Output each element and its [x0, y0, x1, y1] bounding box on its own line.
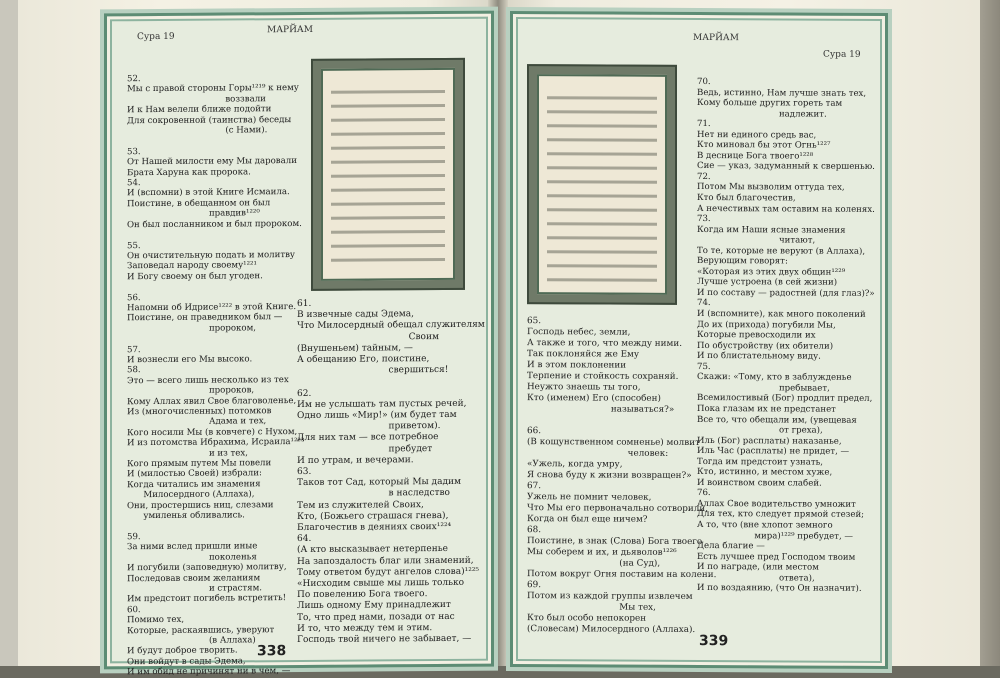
right-sura-label: Сура 19 [823, 49, 861, 60]
left-page-number: 338 [257, 643, 287, 660]
left-page-frame [104, 11, 494, 678]
right-sura-title: МАРЙАМ [693, 32, 739, 44]
left-column-1: 52. Мы с правой стороны Горы¹²¹⁹ к нему воззвали И к Нам велели ближе подойти Для сокровенной (таинства) беседы (с Нами). 53. От Нашей милости ему Мы даровали Брата Харуна как пророка. 54. И (вспомни) в этой Книге Исмаила. Поистине, в обещанном он был правдив¹²²⁰ Он был посланником и был пророком. 55. Он очистительную подать и молитву Заповедал народу своему¹²²¹ И Богу своему он был угоден. 56. Напомни об Идрисе¹²²² в этой Книге. Поистине, он праведником был — пророком, 57. И вознесли его Мы высоко. 58. Это — всего лишь несколько из тех пророков, Кому Аллах явил Свое благоволенье, Из (многочисленных) потомков Адама и тех, Кого носили Мы (в ковчеге) с Нухом, И из потомства Ибрахима, Исраила¹²²³ и из тех, Кого прямым путем Мы повели И (милостью Своей) избрали: Когда читались им знамения Милосердного (Аллаха), Они, простершись ниц, слезами умиленья обливались. 59. За ними вслед пришли иные поколенья И погубили (заповедную) молитву, Последовав своим желаниям и страстям. Им предстоит погибель встретить! 60. Помимо тех, Которые, раскаявшись, уверуют (в Аллаха) И будут доброе творить. Они войдут в сады Эдема, И им обид не причинят ни в чем, — [127, 74, 305, 678]
manuscript-page-left [321, 68, 455, 281]
right-column-1: 65. Господь небес, земли, А также и того, что между ними. Так поклоняйся же Ему И в этом поклонении Терпение и стойкость сохраняй. Неужто знаешь ты того, Кто (именем) Его (способен) называться?» 66. (В кощунственном сомненье) молвит человек: «Ужель, когда умру, Я снова буду к жизни возвращен?» 67. Ужель не помнит человек, Что Мы его первоначально сотворили, Когда он был еще ничем? 68. Поистине, в знак (Слова) Бога твоего Мы соберем и их, и дьяволов¹²²⁶ (на Суд), Потом вокруг Огня поставим на колени. 69. Потом из каждой группы извлечем Мы тех, Кто был особо непокорен (Словесам) Милосердного (Аллаха). [527, 316, 717, 635]
right-page-frame [510, 11, 888, 669]
left-column-2: 61. В извечные сады Эдема, Что Милосердный обещал служителям Своим (Внушеньем) тайным, — А обещанию Его, поистине, свершиться! 62. Им не услышать там пустых речей, Одно лишь «Мир!» (им будет там приветом). Для них там — все потребное пребудет И по утрам, и вечерами. 63. Таков тот Сад, который Мы дадим в наследство Тем из служителей Своих, Кто, (Божьего страшася гнева), Благочестив в деяниях своих¹²²⁴ 64. (А кто высказывает нетерпенье На запоздалость благ или знамений, Тому ответом будут ангелов слова)¹²²⁵ «Нисходим свыше мы лишь только По повелению Бога твоего. Лишь одному Ему принадлежит То, что пред нами, позади от нас И то, что между тем и этим. Господь твой ничего не забывает, — [297, 298, 485, 646]
left-sura-title: МАРЙАМ [267, 24, 313, 36]
left-sura-label: Сура 19 [137, 31, 175, 43]
manuscript-page-right [537, 74, 667, 295]
quran-manuscript-plate-right [527, 64, 677, 305]
right-page-number: 339 [699, 633, 729, 650]
quran-manuscript-plate-left [311, 58, 465, 291]
right-column-2: 70. Ведь, истинно, Нам лучше знать тех, Кому больше других гореть там надлежит. 71. Нет ни единого средь вас, Кто миновал бы этот Огнь¹²²⁷ В деснице Бога твоего¹²²⁸ Сие — указ, задуманный к свершенью. 72. Потом Мы вызволим оттуда тех, Кто был благочестив, А нечестивых там оставим на коленях. 73. Когда им Наши ясные знамения читают, То те, которые не веруют (в Аллаха), Верующим говорят: «Которая из этих двух общин¹²²⁹ Лучше устроена (в сей жизни) И по составу — радостней (для глаз)?» 74. И (вспомните), как много поколений До их (прихода) погубили Мы, Которые превосходили их По обустройству (их обители) И по блистательному виду. 75. Скажи: «Тому, кто в заблужденье пребывает, Всемилостивый (Бог) продлит предел, Пока глазам их не предстанет Все то, что обещали им, (увещевая от греха), Иль (Бог) расплаты) наказанье, Иль Час (расплаты) не придет, — Тогда им предстоит узнать, Кто, истинно, и местом хуже, И воинством своим слабей. 76. Аллах Свое водительство умножит Для тех, кто следует прямой стезей; А то, что (вне хлопот земного мира)¹²²⁹ пребудет, — Дела благие — Есть лучшее пред Господом твоим И по награде, (или местом ответа), И по воздаянию, (что Он назначит). [697, 76, 875, 595]
